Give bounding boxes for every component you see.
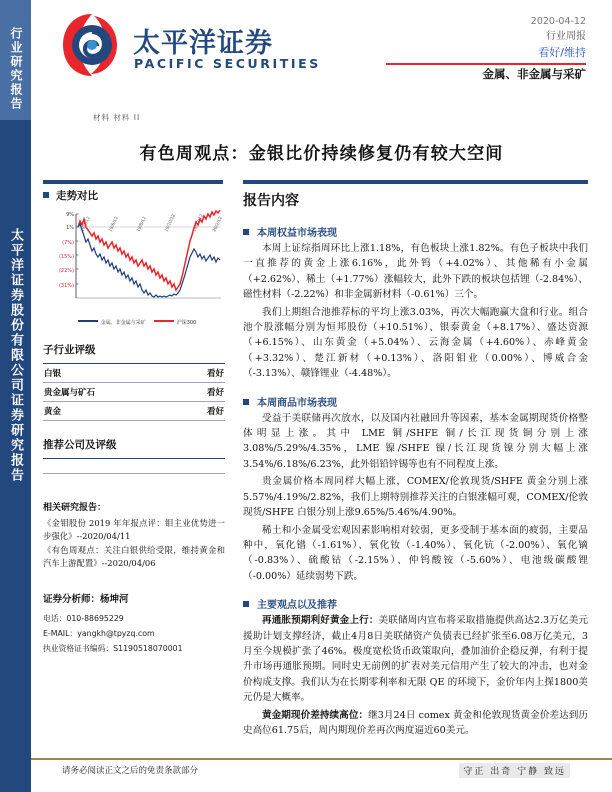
analyst-email[interactable]: E-MAIL：yangkh@tpyzq.com [43,628,155,638]
analyst-phone: 电话：010-88695229 [43,613,124,623]
paragraph: 再通胀预期利好黄金上行：美联储周内宣布将采取措施提供高达2.3万亿美元援助计划支撑经济，截止4月8日美联储资产负债表已经扩张至6.08万亿美元，3月至今规模扩张了46%。极度宽松货币政策取向，叠加油价企稳反弹，有利于提升市场再通胀预期。同时史无前例的扩表对美元信用产生了较大的冲击，也对金价构成支撑。我们认为在长期零利率和无限 QE 的环境下，金价年内上探1800美元仍是大概率。 [243,615,588,704]
report-type: 行业周报 [546,31,586,42]
svg-text:(15%): (15%) [58,254,74,260]
subindustry-block-label: 子行业评级 [43,344,96,356]
paragraph: 本周上证综指周环比上涨1.18%，有色板块上涨1.82%。有色子板块中我们一直推荐的黄金上涨6.16%，此外钨（+4.02%）、其他稀有小金属（+2.62%）、稀土（+1.77%）涨幅较大，此外下跌的板块包括锂（-2.84%）、磁性材料（-2.22%）和非金属新材料（-0.61%）三个。 [243,243,588,301]
subindustry-rating-table [43,363,225,421]
report-rating: 看好/维持 [538,46,586,59]
svg-text:19/4/12: 19/4/12 [79,215,91,233]
paragraph: 受益于美联储再次放水，以及国内社融回升等因素，基本金属期现货价格整体明显上涨。其中 LME 铜/SHFE 铜/长江现货铜分别上涨3.08%/5.29%/4.35%，LME 镍/SHFE 镍/长江现货镍分别大幅上涨3.54%/6.18%/6.23%，此外铝铅锌锡等也有不同程度上涨。 [243,412,588,470]
subindustry-block-heading [43,342,225,357]
subindustry-rating: 看好 [177,402,225,421]
svg-text:20/2/12: 20/2/12 [211,215,223,233]
related-research-heading: 相关研究报告： [43,502,107,513]
list-item[interactable]: 《金钼股份 2019 年年报点评：钼主业优势进一步强化》--2020/04/11 [43,517,225,542]
bullet-square-icon [243,601,249,607]
header-meta [386,14,586,83]
left-sidebar [0,0,31,792]
section-label: 主要观点以及推荐 [257,600,337,612]
logo-text-en: PACIFIC SECURITIES [134,56,321,71]
bullet-square-icon [243,229,249,235]
section-heading-commodity-market [243,394,588,409]
right-column [243,188,588,740]
paragraph: 黄金期现价差持续高位：继3月24日 comex 黄金和伦敦现货黄金价差达到历史高位61.75后，周内期现价差再次两度逼近60美元。 [243,709,588,736]
sidebar-label-company-research: 太平洋证券股份有限公司证券研究报告 [8,227,23,483]
section-label: 本周权益市场表现 [257,228,337,239]
sidebar-label-industry-report: 行业研究报告 [9,27,23,111]
section-label: 本周商品市场表现 [257,397,337,409]
trend-chart [43,208,223,326]
section-heading-equity-market [243,224,588,239]
svg-text:(7%): (7%) [62,240,74,246]
svg-text:19/8/12: 19/8/12 [135,215,147,233]
svg-text:(31%): (31%) [58,283,74,289]
footer-disclaimer: 请务必阅读正文之后的免责条款部分 [62,766,199,776]
analyst-heading: 证券分析师：杨坤河 [43,593,129,605]
paragraph: 我们上期组合池推荐标的平均上涨3.03%，再次大幅跑赢大盘和行业。组合池个股涨幅分别为恒邦股份（+10.51%）、银泰黄金（+8.17%）、盛达资源（+6.15%）、山东黄金（+5.04%）、云海金属（+4.60%）、赤峰黄金（+3.32%）、楚江新材（+0.13%）、洛阳钼业（0.00%）、博威合金（-3.13%）、赣锋锂业（-4.48%）。 [243,306,588,380]
right-column-rule [243,180,588,184]
logo-text-cn: 太平洋证券 [133,28,273,59]
pacific-logo-icon [61,12,123,78]
trend-chart-svg [43,208,223,312]
list-item[interactable]: 《有色周观点：关注白银供给受限，维持黄金和汽车上游配置》--2020/04/06 [43,544,225,569]
trend-block-heading [43,188,225,203]
recommend-table-rule-bottom [43,473,225,474]
page-title: 有色周观点：金银比价持续修复仍有较大空间 [139,144,504,164]
footer-motto: 守正 出奇 宁静 致远 [459,763,570,778]
svg-text:19/12/12: 19/12/12 [191,213,204,233]
svg-text:9%: 9% [66,212,74,218]
svg-text:19/10/12: 19/10/12 [163,213,176,233]
analyst-license: 执业资格证书编码：S1190518070001 [43,643,183,653]
subindustry-name: 白银 [43,364,177,383]
section-heading-main-views [243,596,588,611]
trend-block-label: 走势对比 [56,190,98,202]
subindustry-rating: 看好 [177,383,225,402]
legend-label-industry: 金属、非金属与采矿 [100,320,146,326]
company-logo [61,12,321,84]
footer-rule [31,758,612,760]
paragraph: 稀土和小金属受宏观因素影响相对较弱，更多受制于基本面的疲弱，主要品种中，氧化镨（-1.61%）、氧化钕（-1.40%）、氧化钪（-2.00%）、氧化镝（-0.83%）、硫酸钴（-2.15%）、仲钨酸铵（-5.60%）、电池级碳酸锂（-0.00%）延续弱势下跌。 [243,524,588,582]
bullet-square-icon [43,192,49,198]
report-content-title: 报告内容 [243,193,299,209]
left-column-rule [43,180,223,184]
svg-text:19/6/12: 19/6/12 [107,215,119,233]
page-header [31,0,612,122]
table-row [43,364,225,383]
report-date: 2020-04-12 [530,16,586,27]
recommend-block-heading [43,437,225,452]
header-red-rule [386,63,586,65]
table-row [43,383,225,402]
legend-label-benchmark: 沪深300 [176,320,197,326]
recommend-block-label: 推荐公司及评级 [43,439,117,451]
subindustry-name: 贵金属与矿石 [43,383,177,402]
recommend-table-rule-top [43,458,225,459]
header-tagline: 材料 材料 II [93,113,141,122]
svg-text:(22%): (22%) [58,268,74,274]
report-sector: 金属、非金属与采矿 [482,67,586,82]
table-row [43,402,225,421]
subindustry-rating: 看好 [177,364,225,383]
bullet-square-icon [243,399,249,405]
legend-item-benchmark [154,319,197,326]
paragraph: 贵金属价格本周同样大幅上涨，COMEX/伦敦现货/SHFE 黄金分别上涨5.57%/4.19%/2.82%，我们上期特别推荐关注的白银涨幅可观，COMEX/伦敦现货/SHFE 白银分别上涨9.65%/5.46%/4.90%。 [243,476,588,519]
svg-text:1%: 1% [66,225,74,231]
left-column [43,188,225,656]
chart-legend [51,319,223,326]
legend-item-industry [78,319,146,326]
subindustry-name: 黄金 [43,402,177,421]
